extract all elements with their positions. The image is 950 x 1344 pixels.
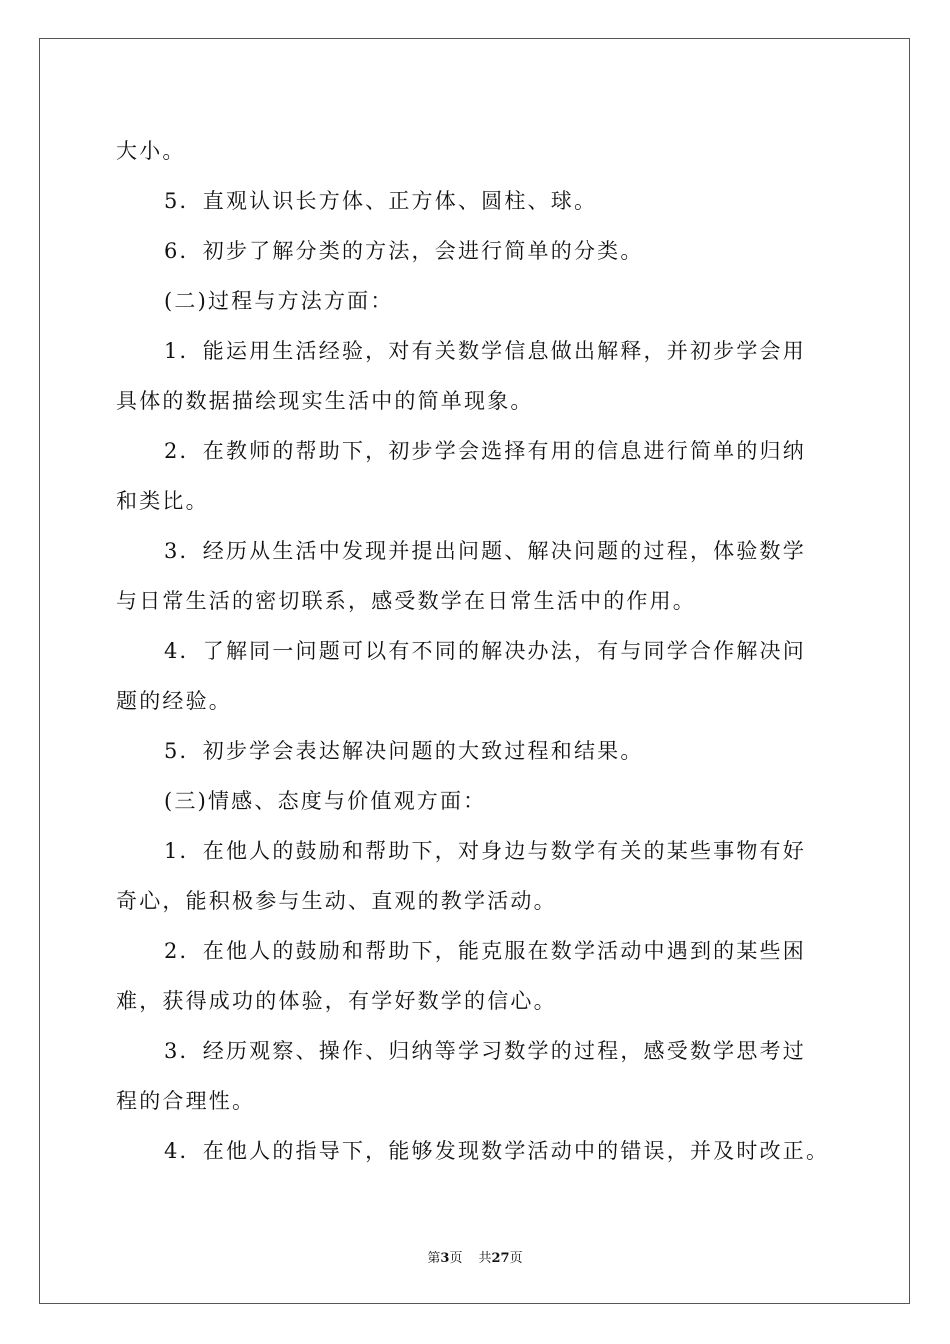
text-line-6: 具体的数据描绘现实生活中的简单现象。 [116, 389, 534, 413]
text-line-15: 1．在他人的鼓励和帮助下，对身边与数学有关的某些事物有好 [164, 839, 806, 863]
text-line-2: 5．直观认识长方体、正方体、圆柱、球。 [164, 189, 598, 213]
text-line-12: 题的经验。 [116, 689, 232, 713]
text-line-5: 1．能运用生活经验，对有关数学信息做出解释，并初步学会用 [164, 339, 806, 363]
text-line-1: 大小。 [116, 139, 186, 163]
text-line-18: 难，获得成功的体验，有学好数学的信心。 [116, 989, 557, 1013]
total-suffix: 页 [509, 1251, 523, 1266]
page-number: 3 [440, 1251, 450, 1266]
text-line-21: 4．在他人的指导下，能够发现数学活动中的错误，并及时改正。 [164, 1139, 830, 1163]
text-line-20: 程的合理性。 [116, 1089, 256, 1113]
page-prefix: 第 [427, 1251, 441, 1266]
text-line-10: 与日常生活的密切联系，感受数学在日常生活中的作用。 [116, 589, 696, 613]
text-line-3: 6．初步了解分类的方法，会进行简单的分类。 [164, 239, 644, 263]
text-line-13: 5．初步学会表达解决问题的大致过程和结果。 [164, 739, 644, 763]
text-line-16: 奇心，能积极参与生动、直观的教学活动。 [116, 889, 557, 913]
text-line-19: 3．经历观察、操作、归纳等学习数学的过程，感受数学思考过 [164, 1039, 806, 1063]
total-pages: 27 [491, 1251, 510, 1266]
page-suffix: 页 [449, 1251, 463, 1266]
text-line-9: 3．经历从生活中发现并提出问题、解决问题的过程，体验数学 [164, 539, 806, 563]
total-prefix: 共 [478, 1251, 492, 1266]
text-line-7: 2．在教师的帮助下，初步学会选择有用的信息进行简单的归纳 [164, 439, 806, 463]
page-footer [0, 1247, 950, 1266]
document-body [116, 126, 836, 1176]
section-heading-emotion-attitude: (三)情感、态度与价值观方面： [164, 789, 487, 813]
section-heading-process-methods: (二)过程与方法方面： [164, 289, 394, 313]
text-line-11: 4．了解同一问题可以有不同的解决办法，有与同学合作解决问 [164, 639, 806, 663]
text-line-8: 和类比。 [116, 489, 209, 513]
text-line-17: 2．在他人的鼓励和帮助下，能克服在数学活动中遇到的某些困 [164, 939, 806, 963]
